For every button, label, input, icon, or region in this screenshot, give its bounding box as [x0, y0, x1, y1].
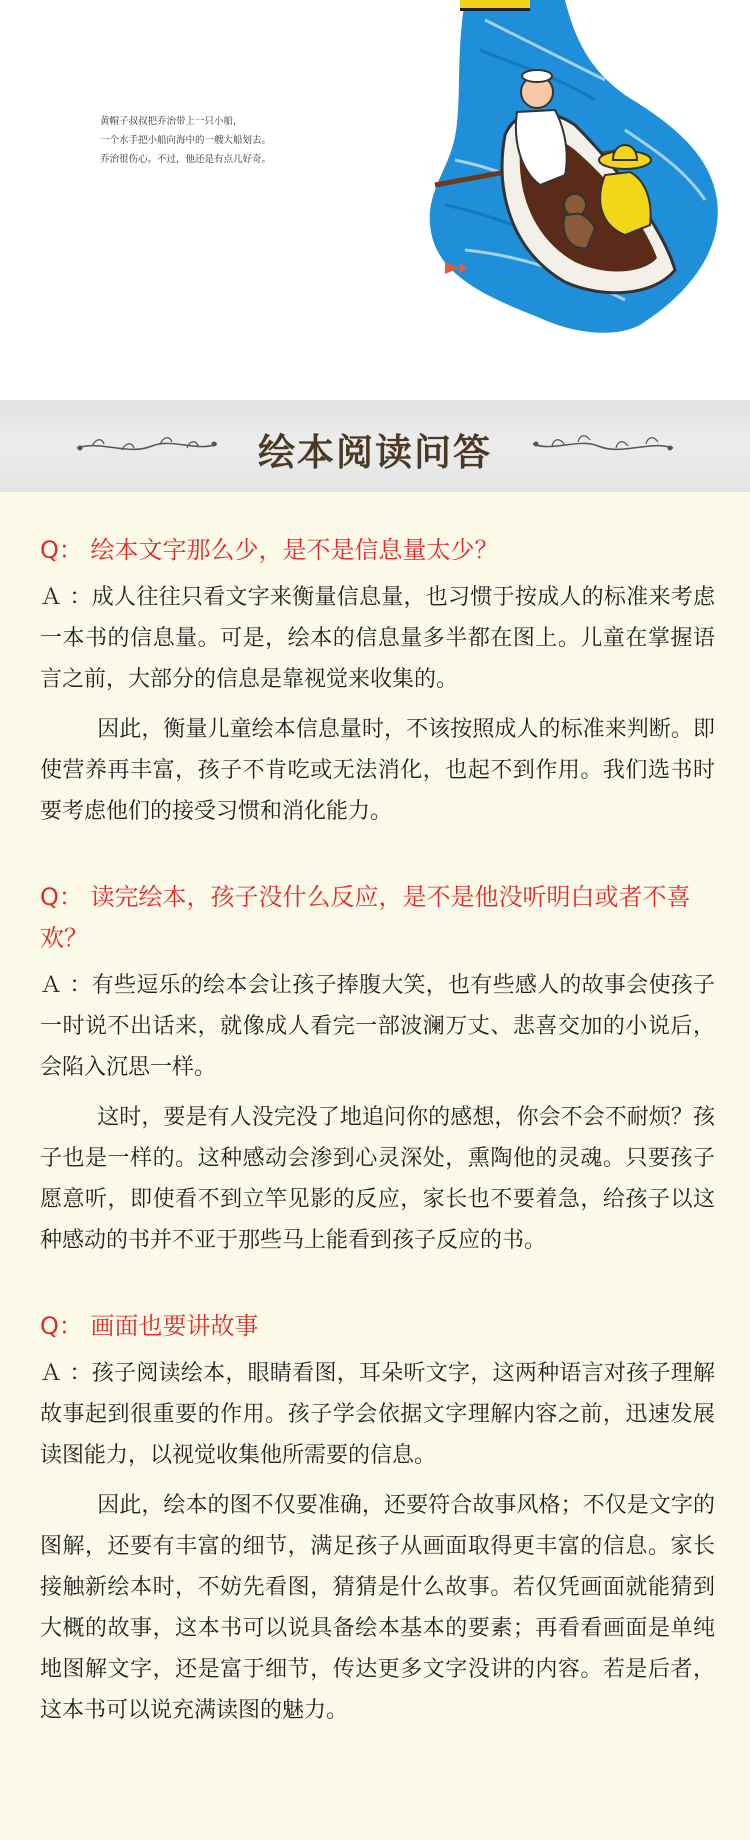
question: Q： 读完绘本，孩子没什么反应，是不是他没听明白或者不喜欢？: [40, 883, 691, 952]
qa-item: [40, 1306, 715, 1731]
illustration-caption: [100, 112, 271, 169]
caption-line: 乔治很伤心。不过，他还是有点儿好奇。: [100, 154, 272, 165]
right-ornament-icon: [528, 430, 678, 460]
caption-line: 黄帽子叔叔把乔治带上一只小船，: [100, 116, 243, 127]
section-title: 绘本阅读问答: [258, 430, 492, 474]
book-illustration: [0, 0, 750, 400]
answer-paragraph: Ａ ：有些逗乐的绘本会让孩子捧腹大笑，也有些感人的故事会使孩子一时说不出话来，就像成人看完一部波澜万丈、悲喜交加的小说后，会陷入沉思一样。: [40, 973, 715, 1080]
answer-paragraph: Ａ ：孩子阅读绘本，眼睛看图，耳朵听文字，这两种语言对孩子理解故事起到很重要的作用。孩子学会依据文字理解内容之前，迅速发展读图能力，以视觉收集他所需要的信息。: [40, 1361, 715, 1468]
answer-paragraph: 因此，衡量儿童绘本信息量时，不该按照成人的标准来判断。即使营养再丰富，孩子不肯吃或无法消化，也起不到作用。我们选书时要考虑他们的接受习惯和消化能力。: [40, 717, 715, 824]
qa-item: [40, 877, 715, 1261]
section-header: [0, 400, 750, 492]
answer-paragraph: 这时，要是有人没完没了地追问你的感想，你会不会不耐烦？孩子也是一样的。这种感动会渗到心灵深处，熏陶他的灵魂。只要孩子愿意听，即使看不到立竿见影的反应，家长也不要着急，给孩子以这种感动的书并不亚于那些马上能看到孩子反应的书。: [40, 1105, 715, 1253]
answer-paragraph: Ａ ：成人往往只看文字来衡量信息量，也习惯于按成人的标准来考虑一本书的信息量。可是，绘本的信息量多半都在图上。儿童在掌握语言之前，大部分的信息是靠视觉来收集的。: [40, 585, 715, 692]
qa-item: [40, 530, 715, 832]
boat-on-sea-picture: [425, 0, 725, 340]
answer-paragraph: 因此，绘本的图不仅要准确，还要符合故事风格；不仅是文字的图解，还要有丰富的细节，满足孩子从画面取得更丰富的信息。家长接触新绘本时，不妨先看图，猜猜是什么故事。若仅凭画面就能猜到大概的故事，这本书可以说具备绘本基本的要素；再看看画面是单纯地图解文字，还是富于细节，传达更多文字没讲的内容。若是后者，这本书可以说充满读图的魅力。: [40, 1493, 715, 1723]
caption-line: 一个水手把小船向海中的一艘大船划去。: [100, 135, 272, 146]
question: Q： 绘本文字那么少，是不是信息量太少？: [40, 536, 499, 564]
qa-list: [40, 492, 715, 1740]
question: Q： 画面也要讲故事: [40, 1312, 259, 1340]
